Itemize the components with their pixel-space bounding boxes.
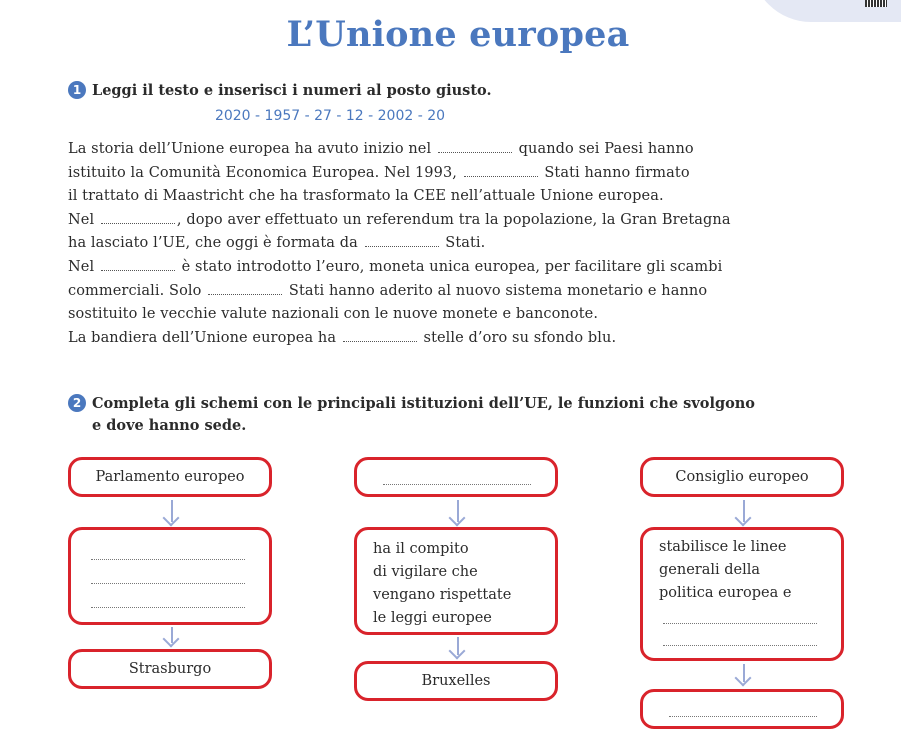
exercise-2-text-line2: e dove hanno sede. [92, 417, 247, 434]
seat-box-1 [68, 649, 272, 689]
paragraph-text: istituito la Comunità Economica Europea. Nel 1993, [68, 164, 462, 181]
function-line: generali della [659, 562, 761, 578]
exercise-number-badge: 2 [68, 394, 86, 412]
paragraph-text: , dopo aver effettuato un referendum tra la popolazione, la Gran Bretagna [176, 211, 731, 228]
paragraph-text: Stati. [440, 235, 486, 252]
exercise-2-text-line1: Completa gli schemi con le principali istituzioni dell’UE, le funzioni che svolgono [92, 395, 755, 412]
exercise-1-paragraph [68, 138, 808, 350]
fill-in-blank[interactable] [101, 211, 175, 224]
arrow-down-icon [743, 500, 745, 522]
fill-in-blank[interactable] [343, 329, 417, 342]
fill-in-blank[interactable] [438, 140, 512, 153]
paragraph-text: è stato introdotto l’euro, moneta unica europea, per facilitare gli scambi [176, 258, 723, 275]
function-line: ha il compito [373, 541, 469, 557]
exercise-1-text: Leggi il testo e inserisci i numeri al posto giusto. [92, 82, 492, 99]
institution-name: Consiglio europeo [675, 469, 809, 485]
fill-in-blank[interactable] [464, 164, 538, 177]
paragraph-line [68, 256, 808, 280]
paragraph-text: La storia dell’Unione europea ha avuto inizio nel [68, 141, 436, 157]
function-text [373, 538, 511, 630]
paragraph-text: Nel [68, 211, 99, 228]
answer-line[interactable] [669, 715, 817, 717]
page-title: L’Unione europea [286, 14, 630, 55]
exercise-number-badge: 1 [68, 81, 86, 99]
function-line: vengano rispettate [373, 587, 512, 603]
paragraph-text: stelle d’oro su sfondo blu. [418, 329, 617, 346]
paragraph-line [68, 138, 808, 162]
seat-name: Strasburgo [128, 661, 212, 677]
answer-line[interactable] [91, 558, 245, 560]
paragraph-text: commerciali. Solo [68, 282, 207, 299]
institution-box-2 [354, 457, 558, 497]
paragraph-text: il trattato di Maastricht che ha trasformato la CEE nell’attuale Unione europea. [68, 188, 664, 205]
institution-name: Parlamento europeo [95, 469, 245, 485]
paragraph-line [68, 327, 808, 351]
fill-in-blank[interactable] [365, 234, 439, 247]
institution-box-3 [640, 457, 844, 497]
paragraph-line [68, 303, 808, 327]
arrow-down-icon [457, 637, 459, 655]
institution-box-1 [68, 457, 272, 497]
answer-line[interactable] [91, 606, 245, 608]
number-options-text: 2020 - 1957 - 27 - 12 - 2002 - 20 [214, 108, 446, 124]
seat-box-3 [640, 689, 844, 729]
seat-box-2 [354, 661, 558, 701]
exercise-1-instruction [68, 80, 492, 102]
seat-name: Bruxelles [421, 673, 491, 689]
paragraph-line [68, 185, 808, 209]
paragraph-line [68, 162, 808, 186]
arrow-down-icon [457, 500, 459, 522]
answer-line[interactable] [663, 622, 817, 624]
paragraph-text: La bandiera dell’Unione europea ha [68, 329, 341, 346]
qr-code-icon [865, 0, 887, 7]
answer-line[interactable] [663, 644, 817, 646]
paragraph-text: ha lasciato l’UE, che oggi è formata da [68, 235, 363, 252]
function-box-2 [354, 527, 558, 635]
function-line: le leggi europee [373, 610, 492, 626]
fill-in-blank[interactable] [101, 258, 175, 271]
function-box-1 [68, 527, 272, 625]
fill-in-blank[interactable] [208, 282, 282, 295]
answer-line[interactable] [91, 582, 245, 584]
paragraph-line [68, 280, 808, 304]
arrow-down-icon [171, 500, 173, 522]
paragraph-text: Nel [68, 258, 99, 275]
paragraph-text: quando sei Paesi hanno [513, 141, 694, 157]
function-line: di vigilare che [373, 564, 478, 580]
function-line: stabilisce le linee [659, 539, 787, 555]
paragraph-text: Stati hanno aderito al nuovo sistema monetario e hanno [284, 282, 708, 299]
function-box-3 [640, 527, 844, 661]
answer-line[interactable] [383, 483, 531, 485]
arrow-down-icon [171, 627, 173, 643]
paragraph-text: sostituito le vecchie valute nazionali con le nuove monete e banconote. [68, 306, 599, 323]
function-text [659, 536, 791, 605]
number-options [0, 108, 660, 124]
paragraph-text: Stati hanno firmato [539, 164, 690, 181]
function-line: politica europea e [659, 585, 792, 601]
paragraph-line [68, 232, 808, 256]
paragraph-line [68, 209, 808, 233]
exercise-2-instruction [68, 393, 788, 437]
arrow-down-icon [743, 664, 745, 682]
